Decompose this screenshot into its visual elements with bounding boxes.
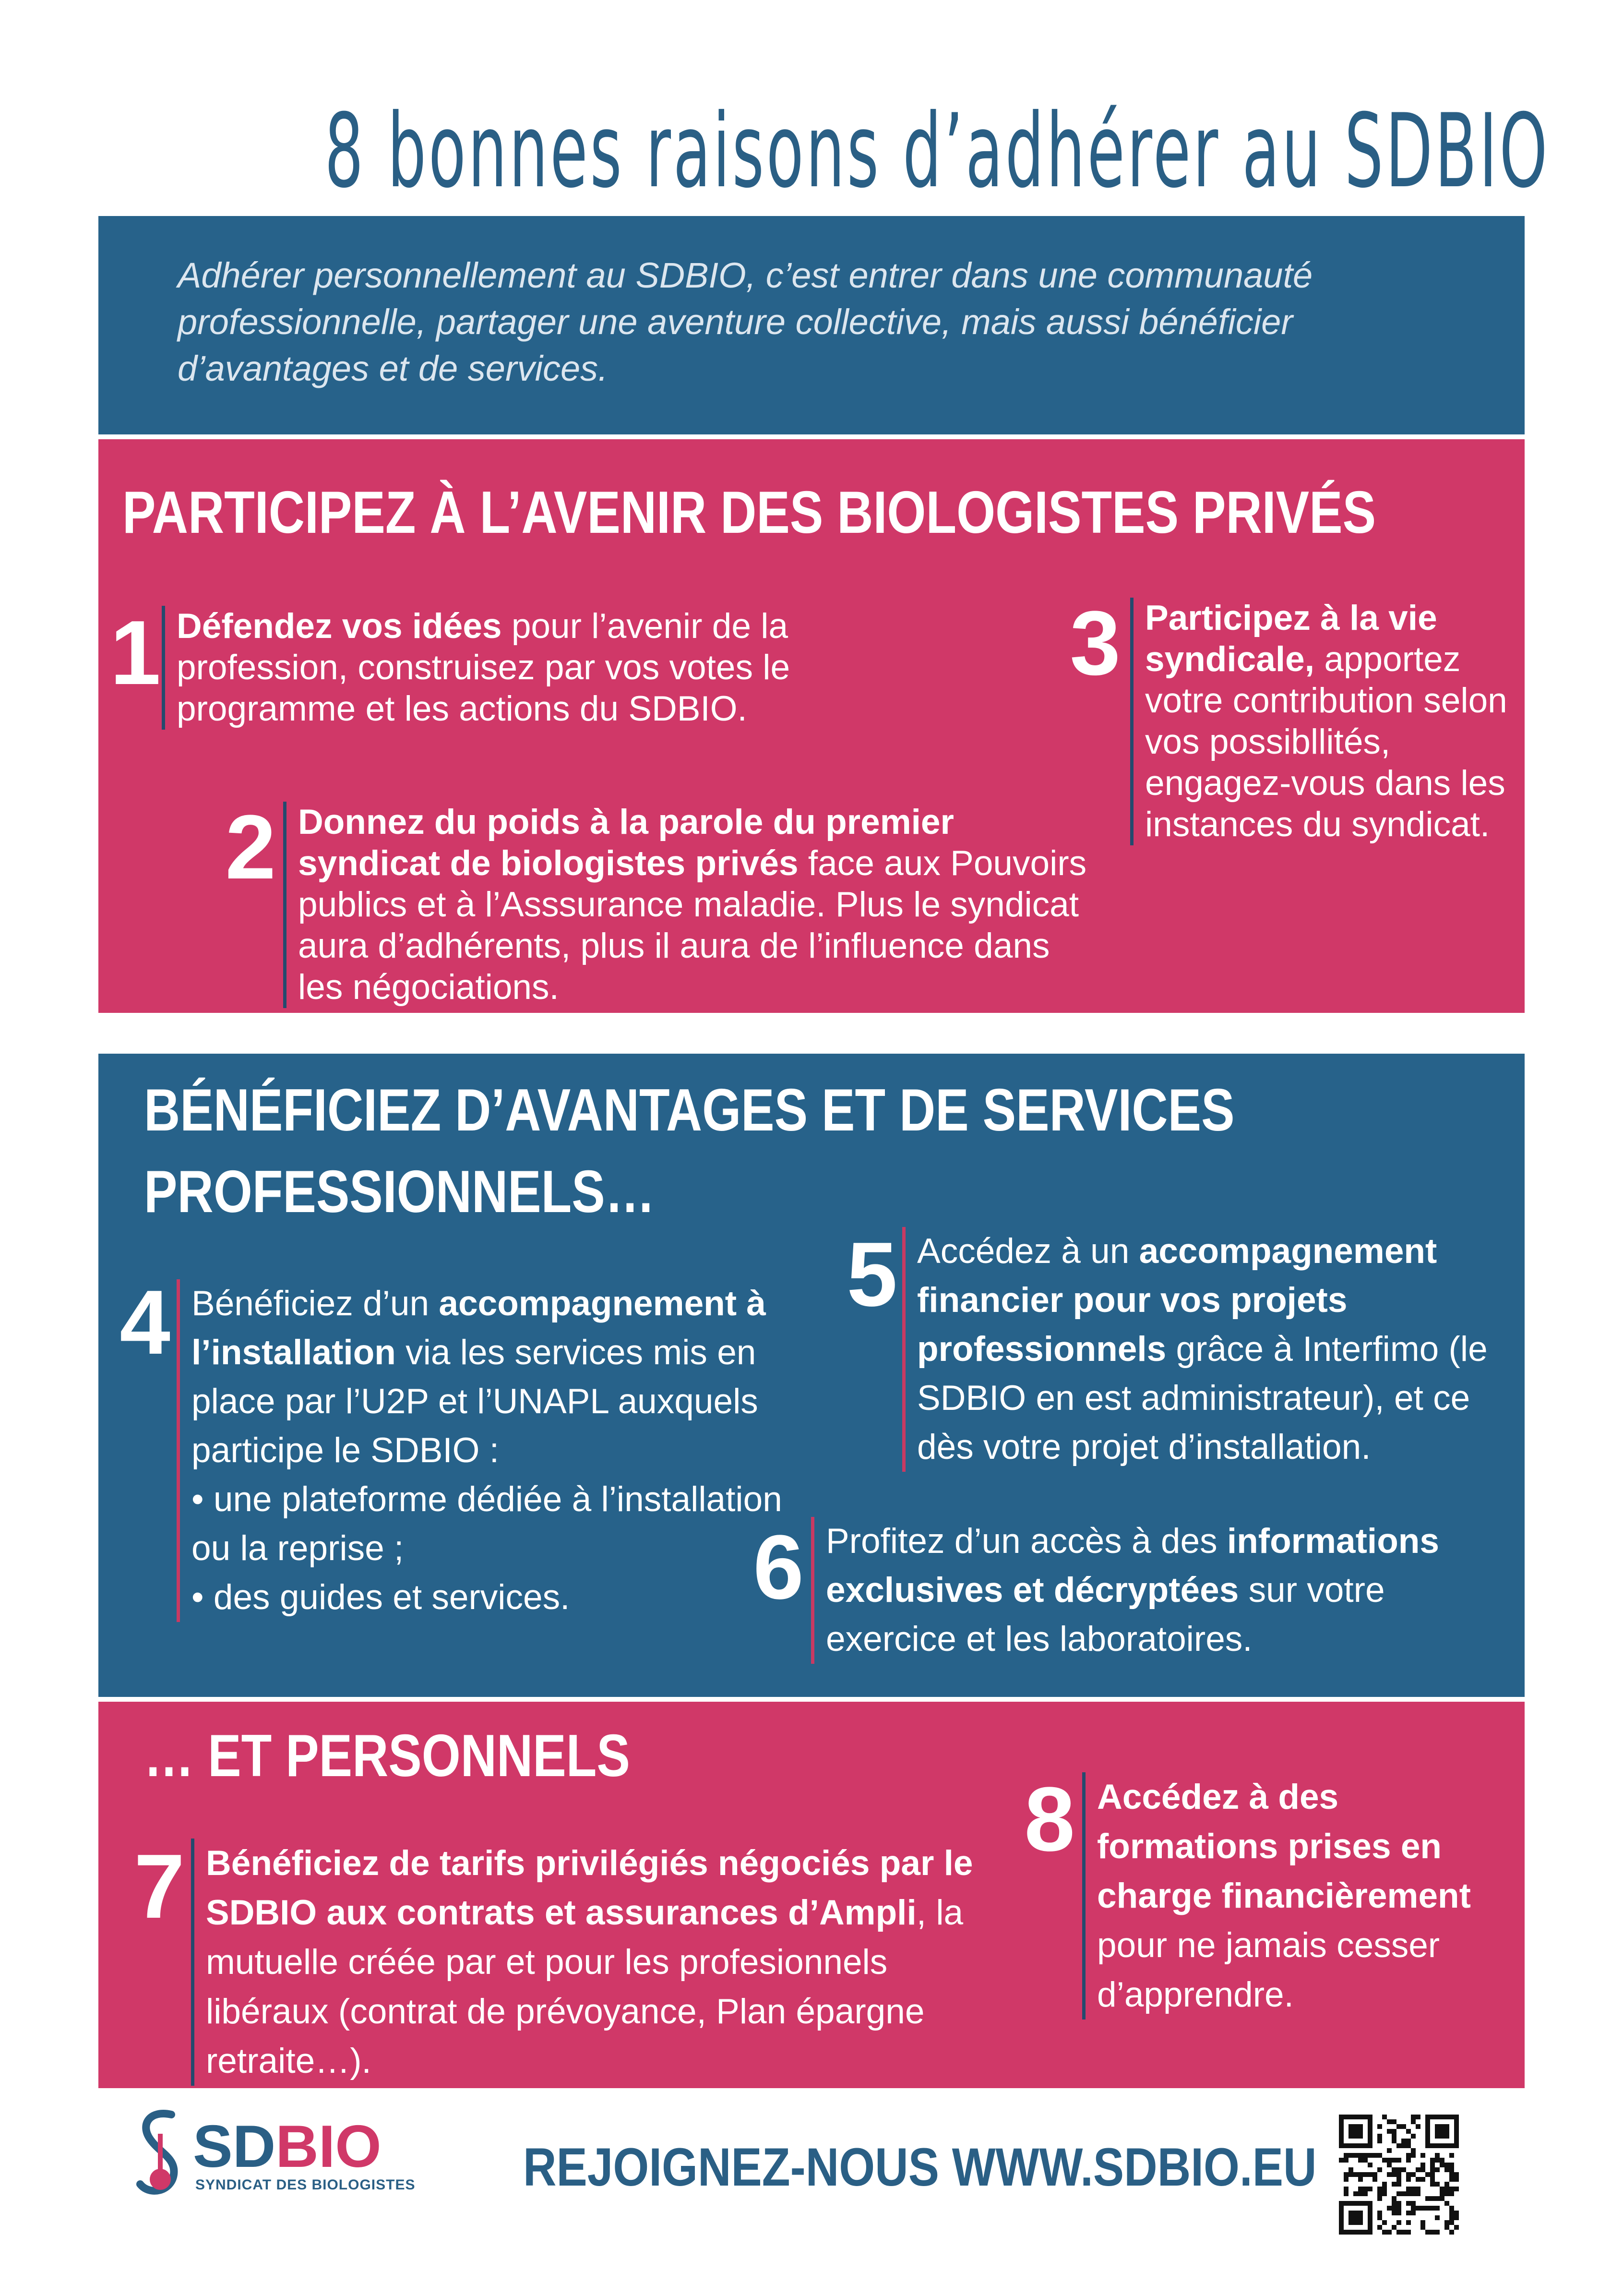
reason-4-number: 4	[119, 1272, 170, 1373]
reason-3-number: 3	[1070, 592, 1121, 694]
intro-text: Adhérer personnellement au SDBIO, c’est entrer dans une communauté professionnelle, partager une aventure collective, mais aussi bénéficier d’avantages et de services.	[178, 255, 1313, 388]
logo-tagline: SYNDICAT DES BIOLOGISTES	[195, 2177, 416, 2193]
reason-7-number: 7	[134, 1836, 185, 1937]
reason-1-number: 1	[110, 602, 161, 704]
qr-code-svg	[1339, 2115, 1459, 2235]
section-avenir-heading: PARTICIPEZ À L’AVENIR DES BIOLOGISTES PRIVÉS	[122, 480, 1376, 546]
join-cta-link[interactable]: REJOIGNEZ-NOUS WWW.SDBIO.EU	[523, 2137, 1317, 2197]
reason-8-text: Accédez à des formations prises en charge financièrement pour ne jamais cesser d’apprendre.	[1082, 1772, 1480, 2020]
page-title: 8 bonnes raisons d’adhérer au SDBIO	[324, 92, 1550, 210]
reason-7-text: Bénéficiez de tarifs privilégiés négociés par le SDBIO aux contrats et assurances d’Ampli, la mutuelle créée par et pour les profesionnels libéraux (contrat de prévoyance, Plan épargne retraite…).	[191, 1839, 978, 2086]
section-services-heading-line1: BÉNÉFICIEZ D’AVANTAGES ET DE SERVICES	[144, 1077, 1235, 1143]
logo-wordmark: SDBIO	[193, 2114, 382, 2180]
reason-5-text: Accédez à un accompagnement financier pour vos projets professionnels grâce à Interfimo (le SDBIO en est administrateur), et ce dès votre projet d’installation.	[902, 1227, 1507, 1472]
section-services-heading-line2: PROFESSIONNELS…	[144, 1159, 655, 1225]
section-personnels-heading: … ET PERSONNELS	[144, 1723, 630, 1789]
sdbio-logo-icon	[131, 2105, 188, 2201]
reason-8-number: 8	[1024, 1768, 1075, 1870]
reason-4-bullet-2: • des guides et services.	[191, 1578, 570, 1617]
reason-6-number: 6	[753, 1516, 804, 1618]
reason-2-number: 2	[225, 796, 276, 898]
reason-4-text: Bénéficiez d’un accompagnement à l’installation via les services mis en place par l’U2P et l’UNAPL auxquels participe le SDBIO : • une plateforme dédiée à l’installation ou la reprise ; • des guides et services.	[177, 1279, 800, 1622]
reason-2-text: Donnez du poids à la parole du premier syndicat de biologistes privés face aux Pouvoirs publics et à l’Asssurance maladie. Plus le syndicat aura d’adhérents, plus il aura de l’influence dans les négociations.	[283, 802, 1089, 1008]
reason-5-number: 5	[847, 1224, 897, 1325]
sdbio-logo[interactable]	[131, 2105, 416, 2201]
reason-4-bullet-1: • une plateforme dédiée à l’installation ou la reprise ;	[191, 1480, 782, 1568]
reason-3-text: Participez à la vie syndicale, apportez votre contribution selon vos possibllités, engagez-vous dans les instances du syndicat.	[1130, 598, 1509, 845]
reason-1-text: Défendez vos idées pour l’avenir de la profession, construisez par vos votes le programme et les actions du SDBIO.	[162, 606, 853, 730]
qr-code-icon[interactable]	[1339, 2115, 1459, 2235]
reason-6-text: Profitez d’un accès à des informations exclusives et décryptées sur votre exercice et les laboratoires.	[811, 1517, 1512, 1664]
